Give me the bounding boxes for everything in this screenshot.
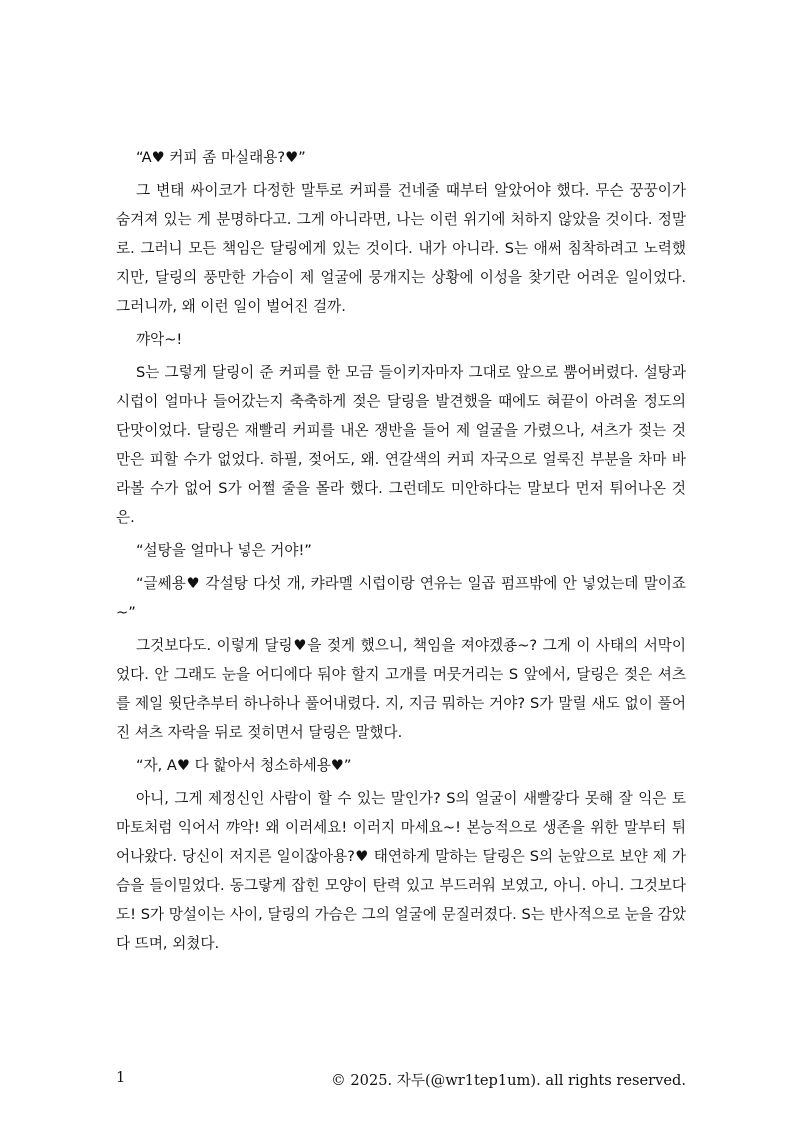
paragraph-dialogue: “글쎄용♥ 각설탕 다섯 개, 캬라멜 시럽이랑 연유는 일곱 펌프밖에 안 넣었는데 말이죠~” [116, 575, 686, 621]
copyright-notice: © 2025. 자두(@wr1tep1um). all rights reserved. [331, 1072, 686, 1089]
paragraph-narration: 아니, 그게 제정신인 사람이 할 수 있는 말인가? S의 얼굴이 새빨갛다 못해 잘 익은 토마토처럼 익어서 꺄악! 왜 이러세요! 이러지 마세요~! 본능적으로 생존을 위한 말부터 튀어나왔다. 당신이 저지른 일이잖아용?♥ 태연하게 말하는 달링은 S의 눈앞으로 보얀 제 가슴을 들이밀었다. 동그랗게 잡힌 모양이 탄력 있고 부드러워 보였고, 아니. 아니. 그것보다도! S가 망설이는 사이, 달링의 가슴은 그의 얼굴에 문질러졌다. S는 반사적으로 눈을 감았다 뜨며, 외쳤다. [116, 790, 686, 952]
paragraph-narration: S는 그렇게 달링이 준 커피를 한 모금 들이키자마자 그대로 앞으로 뿜어버렸다. 설탕과 시럽이 얼마나 들어갔는지 축축하게 젖은 달링을 발견했을 때에도 혀끝이 아려올 정도의 단맛이었다. 달링은 재빨리 커피를 내온 쟁반을 들어 제 얼굴을 가렸으나, 셔츠가 젖는 것만은 피할 수가 없었다. 하필, 젖어도, 왜. 연갈색의 커피 자국으로 얼룩진 부분을 차마 바라볼 수가 없어 S가 어쩔 줄을 몰라 했다. 그런데도 미안하다는 말보다 먼저 튀어나온 것은. [116, 364, 686, 526]
paragraph-dialogue: “A♥ 커피 좀 마실래용?♥” [136, 149, 306, 166]
page-footer [116, 1069, 686, 1093]
story-text [116, 143, 686, 962]
paragraph-exclamation: 꺄악~! [136, 331, 183, 348]
paragraph-narration: 그 변태 싸이코가 다정한 말투로 커피를 건네줄 때부터 알았어야 했다. 무슨 꿍꿍이가 숨겨져 있는 게 분명하다고. 그게 아니라면, 나는 이런 위기에 처하지 않았을 것이다. 정말로. 그러니 모든 책임은 달링에게 있는 것이다. 내가 아니라. S는 애써 침착하려고 노력했지만, 달링의 풍만한 가슴이 제 얼굴에 뭉개지는 상황에 이성을 찾기란 어려운 일이었다. 그러니까, 왜 이런 일이 벌어진 걸까. [116, 182, 686, 315]
paragraph-dialogue: “자, A♥ 다 핥아서 청소하세용♥” [136, 757, 352, 774]
paragraph-dialogue: “설탕을 얼마나 넣은 거야!” [136, 542, 312, 559]
paragraph-narration: 그것보다도. 이렇게 달링♥을 젖게 했으니, 책임을 져야겠죵~? 그게 이 사태의 서막이었다. 안 그래도 눈을 어디에다 둬야 할지 고개를 머뭇거리는 S 앞에서, 달링은 젖은 셔츠를 제일 윗단추부터 하나하나 풀어내렸다. 지, 지금 뭐하는 거야? S가 말릴 새도 없이 풀어진 셔츠 자락을 뒤로 젖히면서 달링은 말했다. [116, 637, 686, 741]
page-number: 1 [116, 1069, 126, 1086]
